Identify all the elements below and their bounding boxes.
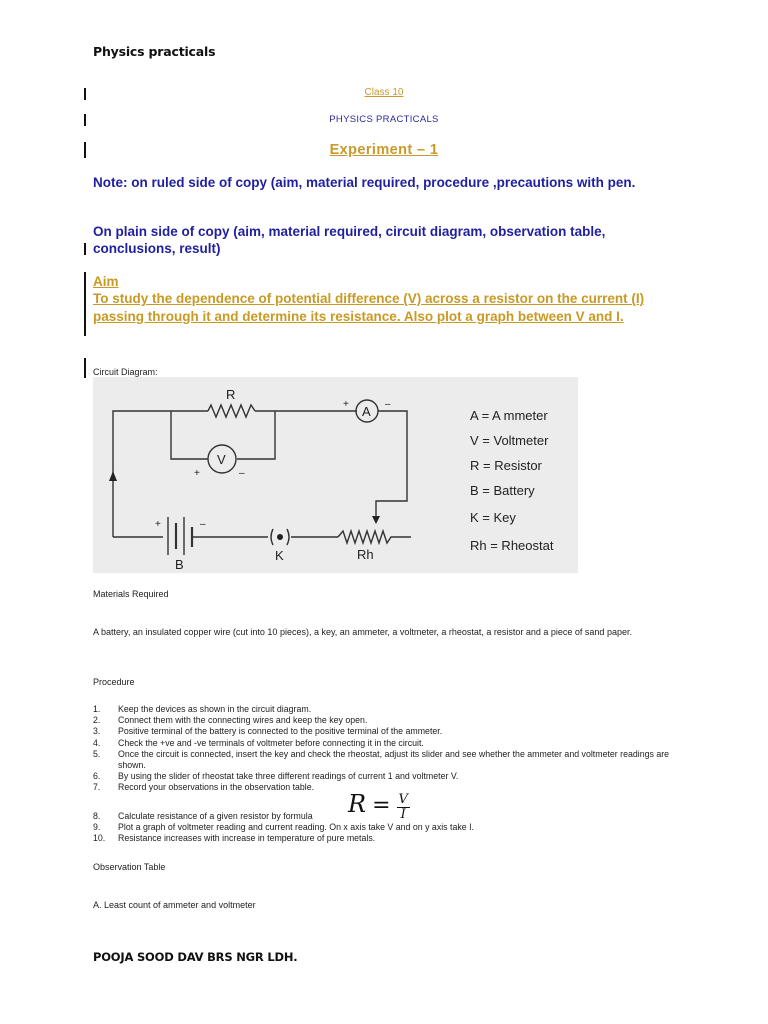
key-contact-icon	[277, 534, 283, 540]
document-footer: POOJA SOOD DAV BRS NGR LDH.	[93, 950, 298, 964]
voltmeter-plus-label: +	[194, 468, 200, 479]
document-header: Physics practicals	[93, 44, 216, 59]
text-cursor-marker	[84, 358, 86, 378]
practicals-label: PHYSICS PRACTICALS	[329, 114, 439, 125]
procedure-step: 3. Positive terminal of the battery is connected to the positive terminal of the ammeter.	[93, 726, 443, 737]
procedure-step: 8. Calculate resistance of a given resistor by formula	[93, 811, 313, 821]
rheostat-label: Rh	[357, 547, 374, 562]
voltmeter-minus-label: –	[239, 468, 245, 479]
ammeter-minus-label: –	[385, 399, 391, 410]
aim-text: To study the dependence of potential difference (V) across a resistor on the current (I) passing through it and determine its resistance. Also plot a graph between V and I.	[93, 291, 645, 324]
note-ruled-side: Note: on ruled side of copy (aim, material required, procedure ,precautions with pen.	[93, 175, 636, 190]
legend-ammeter: A = A mmeter	[470, 408, 548, 423]
battery-label: B	[175, 557, 184, 572]
procedure-list-continued	[93, 811, 673, 845]
procedure-step: 7. Record your observations in the observation table.	[93, 782, 315, 793]
ammeter-plus-label: +	[343, 399, 349, 410]
rheostat-slider-arrow-icon	[372, 516, 380, 524]
text-cursor-marker	[84, 243, 86, 255]
procedure-list	[93, 704, 673, 794]
materials-text: A battery, an insulated copper wire (cut into 10 pieces), a key, an ammeter, a voltmeter, a rheostat, a resistor and a piece of sand paper.	[93, 627, 632, 637]
procedure-heading: Procedure	[93, 677, 135, 687]
procedure-step: 6. By using the slider of rheostat take three different readings of current 1 and voltmeter V.	[93, 771, 459, 782]
procedure-step: 4. Check the +ve and -ve terminals of voltmeter before connecting it in the circuit.	[93, 737, 424, 748]
battery-plus-label: +	[155, 519, 161, 530]
resistance-formula: R = $\frac{V}{I}$	[348, 790, 408, 822]
note-plain-side: On plain side of copy (aim, material required, circuit diagram, observation table, conclusions, result)	[93, 224, 606, 256]
procedure-step: 5. Once the circuit is connected, insert the key and check the rheostat, adjust its slider and see whether the ammeter and voltmeter readings are shown.	[93, 748, 670, 771]
voltmeter-label: V	[217, 452, 226, 467]
aim-heading: Aim	[93, 274, 119, 289]
materials-heading: Materials Required	[93, 589, 169, 599]
ammeter-label: A	[362, 404, 371, 419]
text-cursor-marker	[84, 272, 86, 336]
least-count-label: A. Least count of ammeter and voltmeter	[93, 900, 256, 910]
procedure-step: 10. Resistance increases with increase in temperature of pure metals.	[93, 833, 376, 844]
procedure-step: 9. Plot a graph of voltmeter reading and current reading. On x axis take V and on y axis take I.	[93, 822, 474, 833]
procedure-step: 1. Keep the devices as shown in the circuit diagram.	[93, 704, 312, 714]
legend-voltmeter: V = Voltmeter	[470, 433, 549, 448]
circuit-diagram-label: Circuit Diagram:	[93, 367, 158, 377]
class-label: Class 10	[364, 87, 404, 98]
experiment-title: Experiment – 1	[329, 142, 439, 158]
legend-rheostat: Rh = Rheostat	[470, 538, 554, 553]
legend-resistor: R = Resistor	[470, 458, 542, 473]
procedure-step: 2. Connect them with the connecting wires and keep the key open.	[93, 715, 368, 726]
resistor-label: R	[226, 387, 236, 402]
legend-battery: B = Battery	[470, 483, 535, 498]
observation-table-heading: Observation Table	[93, 862, 166, 872]
legend-key: K = Key	[470, 510, 516, 525]
battery-minus-label: –	[200, 519, 206, 530]
key-label: K	[275, 548, 284, 563]
current-direction-arrow-icon	[109, 471, 117, 481]
